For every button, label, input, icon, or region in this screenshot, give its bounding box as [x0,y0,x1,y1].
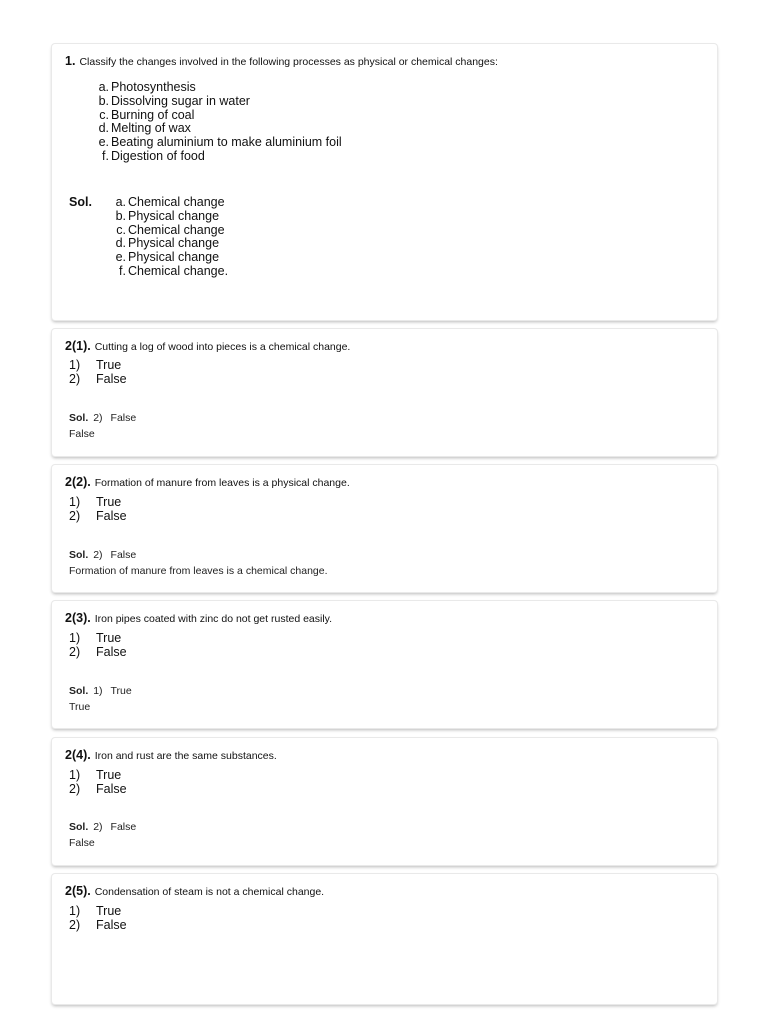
solution-line: Sol. 2) False [69,549,137,561]
question-number: 2(2). [65,475,91,489]
solution-label: Sol. [69,195,92,209]
option-false[interactable]: 2) False [69,509,127,523]
solution-line: Sol. 1) True [69,685,132,697]
question-text: Iron and rust are the same substances. [94,750,277,762]
solution-label: Sol. [69,685,89,697]
question-card-2-4 [52,738,717,865]
option-false[interactable]: 2) False [69,782,127,796]
option-true[interactable]: 1) True [69,904,122,918]
solution-explanation: False [69,428,95,440]
question-number: 2(3). [65,611,91,625]
option-list [69,358,127,386]
question-number: 1. [65,54,76,68]
process-list [95,81,342,164]
question-text: Cutting a log of wood into pieces is a chemical change. [94,341,351,353]
option-list [69,904,127,932]
question-header [65,54,498,69]
solution-line: Sol. 2) False [69,821,137,833]
list-item: e. Physical change [115,250,220,265]
question-card-2-5 [52,874,717,1004]
solution-explanation: Formation of manure from leaves is a chemical change. [69,565,328,577]
question-card-1 [52,44,717,320]
question-card-2-2 [52,465,717,592]
question-header [65,475,350,490]
question-text: Classify the changes involved in the following processes as physical or chemical changes: [79,56,498,68]
list-item: e. Beating aluminium to make aluminium foil [98,135,342,150]
list-item: f. Digestion of food [102,148,205,163]
solution-line: Sol. 2) False [69,412,137,424]
option-true[interactable]: 1) True [69,768,122,782]
option-list [69,768,127,796]
option-true[interactable]: 1) True [69,631,122,645]
option-list [69,495,127,523]
list-item: c. Chemical change [116,222,225,237]
solution-label: Sol. [69,412,89,424]
question-header [65,339,350,354]
question-number: 2(4). [65,748,91,762]
list-item: a. Photosynthesis [98,80,196,94]
solution-label: Sol. [69,821,89,833]
question-header [65,884,324,899]
list-item: a. Chemical change [115,195,225,209]
question-text: Iron pipes coated with zinc do not get rusted easily. [94,613,333,625]
question-number: 2(5). [65,884,91,898]
answer-list [112,196,228,279]
list-item: d. Melting of wax [98,121,191,136]
question-text: Formation of manure from leaves is a physical change. [94,477,350,489]
question-card-2-3 [52,601,717,728]
question-header [65,611,332,626]
option-false[interactable]: 2) False [69,645,127,659]
list-item: b. Dissolving sugar in water [98,93,250,108]
question-card-2-1 [52,329,717,456]
solution-explanation: True [69,701,91,713]
list-item: f. Chemical change. [119,263,229,278]
option-false[interactable]: 2) False [69,918,127,932]
solution-explanation: False [69,837,95,849]
option-false[interactable]: 2) False [69,372,127,386]
option-true[interactable]: 1) True [69,495,122,509]
option-list [69,631,127,659]
question-number: 2(1). [65,339,91,353]
option-true[interactable]: 1) True [69,358,122,372]
list-item: b. Physical change [115,208,220,223]
list-item: c. Burning of coal [99,107,195,122]
question-header [65,748,277,763]
solution-label: Sol. [69,549,89,561]
list-item: d. Physical change [115,236,220,251]
question-text: Condensation of steam is not a chemical change. [94,886,325,898]
